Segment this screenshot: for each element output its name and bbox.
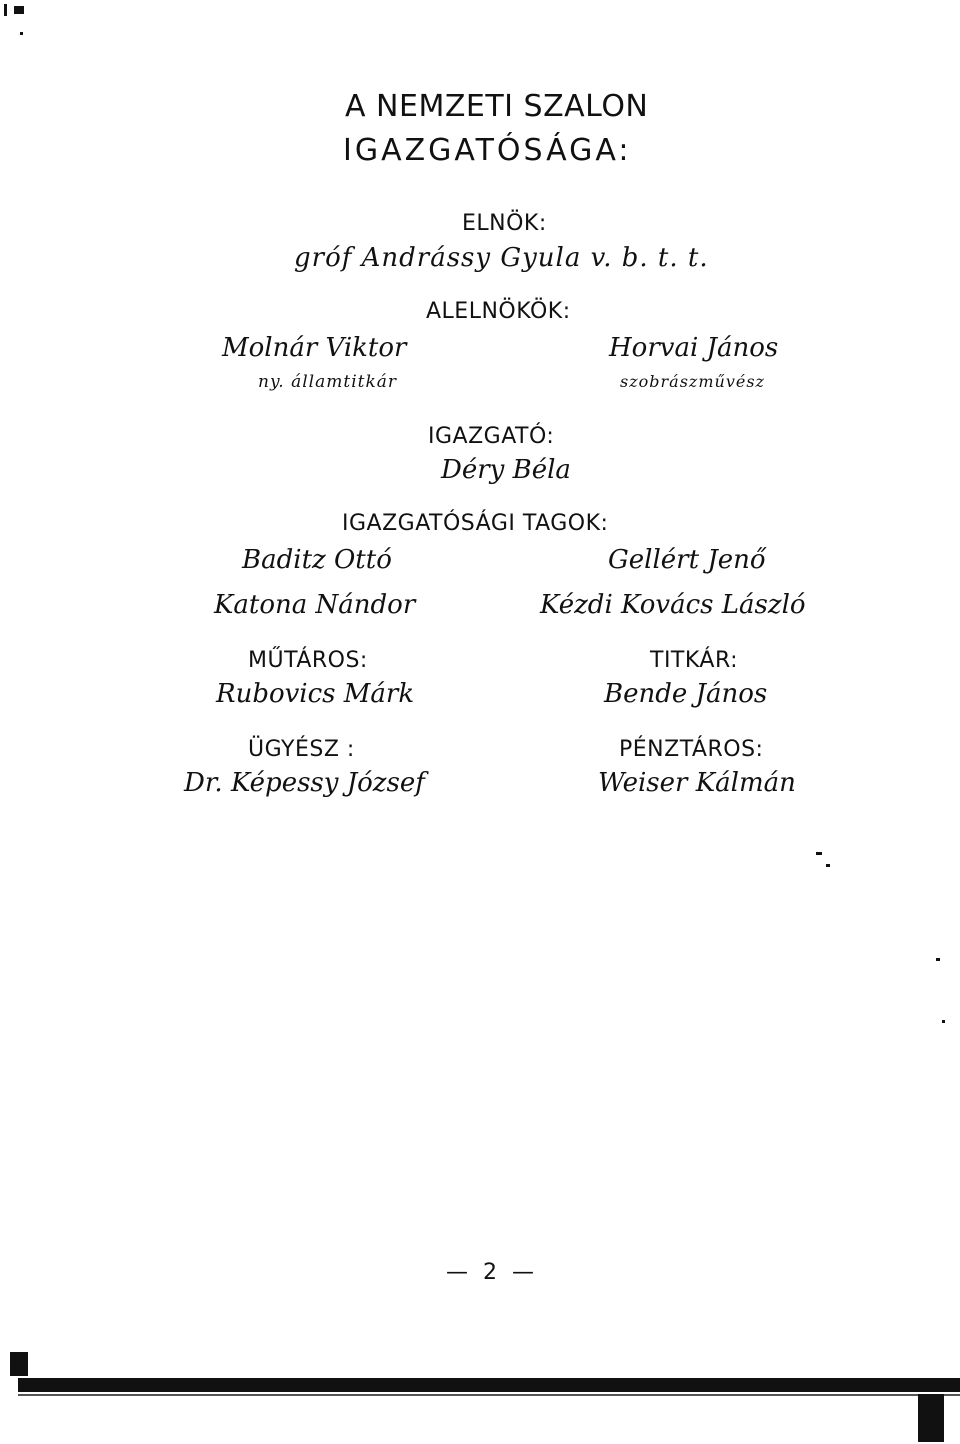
art-custodian-name: Rubovics Márk xyxy=(216,679,415,709)
secretary-label: TITKÁR: xyxy=(650,648,738,673)
vice-presidents-label: ALELNÖKÖK: xyxy=(426,299,571,324)
scan-border-bar xyxy=(18,1378,960,1392)
treasurer-name: Weiser Kálmán xyxy=(598,768,796,798)
board-member: Baditz Ottó xyxy=(242,545,392,575)
scan-border-line xyxy=(18,1394,960,1396)
board-member: Gellért Jenő xyxy=(608,545,766,575)
page-number: — 2 — xyxy=(446,1260,538,1285)
director-name: Déry Béla xyxy=(441,455,571,485)
scan-corner-mark xyxy=(918,1394,944,1442)
vice-president-left-name: Molnár Viktor xyxy=(222,333,407,363)
scan-speck xyxy=(4,4,7,16)
scan-speck xyxy=(20,32,23,35)
page-heading-line2: IGAZGATÓSÁGA: xyxy=(343,133,632,168)
scan-speck xyxy=(816,852,822,855)
scan-speck xyxy=(826,864,830,867)
attorney-name: Dr. Képessy József xyxy=(184,768,425,798)
board-member: Kézdi Kovács László xyxy=(540,590,806,620)
attorney-label: ÜGYÉSZ : xyxy=(248,737,355,762)
scan-speck xyxy=(14,6,24,14)
treasurer-label: PÉNZTÁROS: xyxy=(619,737,764,762)
board-members-label: IGAZGATÓSÁGI TAGOK: xyxy=(342,511,609,536)
art-custodian-label: MŰTÁROS: xyxy=(248,648,368,673)
scan-speck xyxy=(942,1020,945,1023)
vice-president-right-title: szobrászművész xyxy=(620,372,765,391)
page-heading-line1: A NEMZETI SZALON xyxy=(345,89,649,124)
vice-president-left-title: ny. államtitkár xyxy=(258,372,398,392)
scan-blot xyxy=(10,1352,28,1376)
president-label: ELNÖK: xyxy=(462,211,547,236)
secretary-name: Bende János xyxy=(604,679,768,709)
scan-speck xyxy=(936,958,940,961)
vice-president-right-name: Horvai János xyxy=(609,333,779,363)
director-label: IGAZGATÓ: xyxy=(428,424,555,449)
board-member: Katona Nándor xyxy=(214,590,416,620)
president-name: gróf Andrássy Gyula v. b. t. t. xyxy=(294,243,709,273)
